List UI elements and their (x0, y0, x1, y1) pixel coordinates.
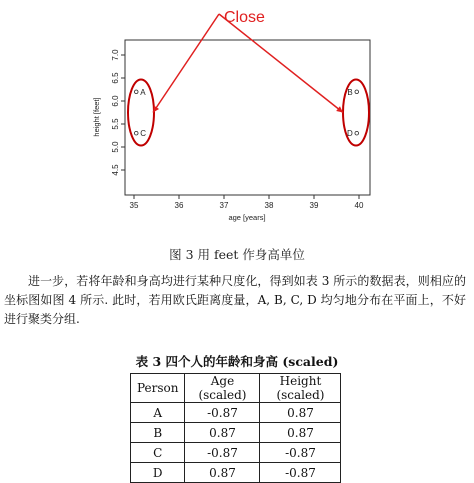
header-person: Person (131, 374, 185, 403)
x-tick-label: 36 (174, 201, 184, 210)
x-axis (130, 195, 364, 210)
y-tick-label: 5.0 (111, 141, 121, 153)
cell-age: -0.87 (185, 403, 260, 423)
arrow-left-head (153, 106, 159, 113)
table-title: 表 3 四个人的年龄和身高 (scaled) (135, 354, 339, 369)
cell-age: 0.87 (185, 423, 260, 443)
cell-person: B (131, 423, 185, 443)
x-tick-label: 38 (264, 201, 274, 210)
arrow-left-shaft (153, 14, 219, 113)
data-point (355, 90, 359, 94)
cell-age: -0.87 (185, 443, 260, 463)
table-row (131, 443, 341, 463)
data-points (134, 88, 358, 138)
cell-height: 0.87 (260, 403, 341, 423)
plot-frame (125, 40, 370, 195)
y-tick-label: 5.5 (111, 118, 121, 130)
cluster-ellipses (128, 80, 369, 146)
y-axis (111, 49, 125, 176)
table-row (131, 423, 341, 443)
x-tick-label: 35 (129, 201, 139, 210)
data-table (130, 373, 341, 483)
x-axis-label: age [years] (228, 213, 266, 222)
cell-height: -0.87 (260, 443, 341, 463)
point-label: B (347, 87, 353, 97)
body-paragraph: 进一步，若将年龄和身高均进行某种尺度化，得到如表 3 所示的数据表，则相应的坐标图如图 4 所示. 此时，若用欧氏距离度量，A, B, C, D 均匀地分布在平面上，不好进行聚类分组. (4, 274, 466, 326)
data-point (134, 90, 138, 94)
cell-age: 0.87 (185, 463, 260, 483)
table-row (131, 463, 341, 483)
cell-person: D (131, 463, 185, 483)
cell-height: 0.87 (260, 423, 341, 443)
data-point (355, 131, 359, 135)
y-tick-label: 6.0 (111, 95, 121, 107)
point-label: A (140, 87, 146, 97)
figure-caption: 图 3 用 feet 作身高单位 (169, 247, 305, 262)
y-tick-label: 6.5 (111, 72, 121, 84)
header-age: Age (scaled) (185, 374, 260, 403)
x-tick-label: 37 (219, 201, 229, 210)
data-point (134, 131, 138, 135)
header-height: Height (scaled) (260, 374, 341, 403)
y-tick-label: 7.0 (111, 49, 121, 61)
table-header-row (131, 374, 341, 403)
cell-person: C (131, 443, 185, 463)
x-tick-label: 39 (309, 201, 319, 210)
point-label: D (346, 129, 353, 139)
scatter-figure (0, 0, 474, 240)
close-annotation: Close (224, 9, 265, 26)
table-row (131, 403, 341, 423)
y-tick-label: 4.5 (111, 164, 121, 176)
x-tick-label: 40 (354, 201, 364, 210)
point-label: C (140, 129, 147, 139)
y-axis-label: height [feet] (92, 97, 101, 137)
arrow-right-shaft (219, 14, 343, 113)
close-arrows (153, 14, 343, 113)
cell-height: -0.87 (260, 463, 341, 483)
cell-person: A (131, 403, 185, 423)
